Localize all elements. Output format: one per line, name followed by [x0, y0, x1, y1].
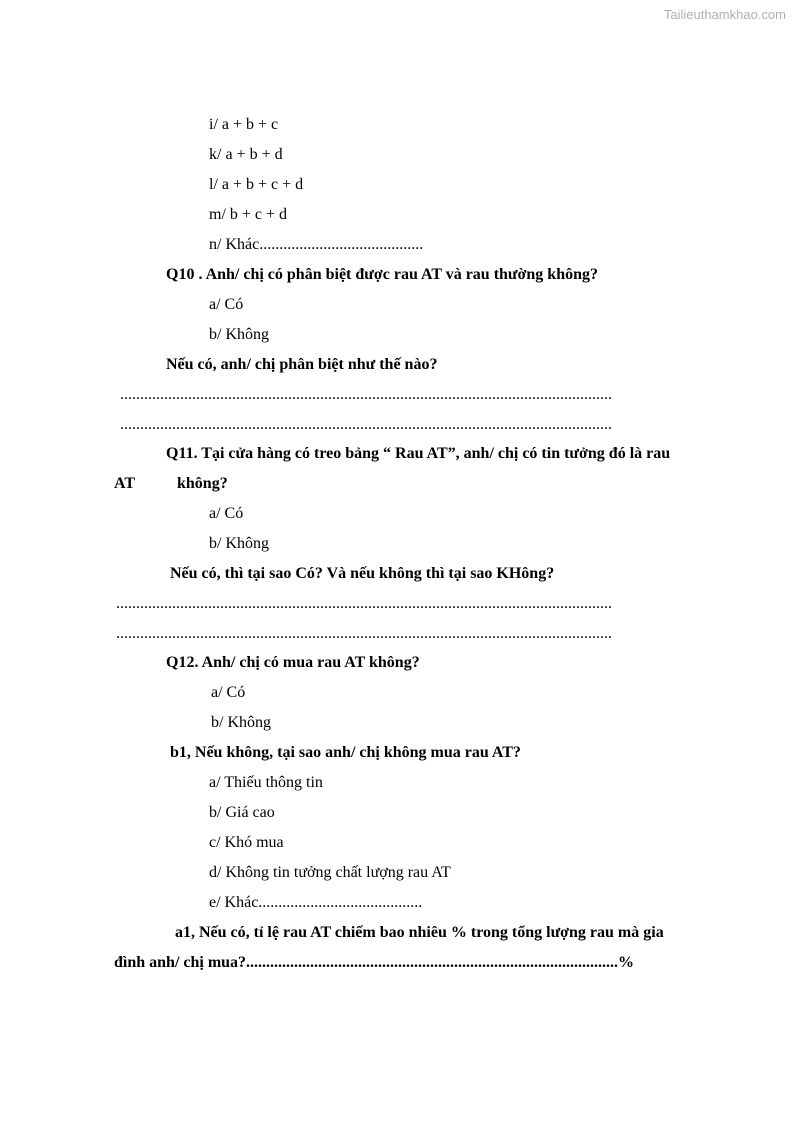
q12-b1-option-d: d/ Không tin tưởng chất lượng rau AT: [209, 864, 451, 881]
q11-answer-line-2: ............................................................................................................................: [116, 625, 612, 642]
q12-b1-option-e: e/ Khác.........................................: [209, 894, 423, 911]
q12-a1-line-1: a1, Nếu có, tỉ lệ rau AT chiếm bao nhiêu % trong tổng lượng rau mà gia: [175, 924, 664, 941]
q10-answer-line-1: ...........................................................................................................................: [120, 386, 612, 403]
q12-b1-option-b: b/ Giá cao: [209, 804, 275, 821]
q11-option-a: a/ Có: [209, 505, 244, 522]
q10-option-a: a/ Có: [209, 296, 244, 313]
q12-a1-line-2: đình anh/ chị mua?.............................................................................................%: [114, 954, 635, 971]
q11-question-line-2-start: AT: [114, 475, 136, 492]
q10-option-b: b/ Không: [209, 326, 269, 343]
q9-option-k: k/ a + b + d: [209, 146, 283, 163]
q11-follow-up: Nếu có, thì tại sao Có? Và nếu không thì tại sao KHông?: [170, 565, 555, 582]
q10-answer-line-2: ...........................................................................................................................: [120, 416, 612, 433]
q9-option-m: m/ b + c + d: [209, 206, 288, 223]
q12-b1-option-c: c/ Khó mua: [209, 834, 284, 851]
q12-question: Q12. Anh/ chị có mua rau AT không?: [166, 654, 420, 671]
q10-question: Q10 . Anh/ chị có phân biệt được rau AT và rau thường không?: [166, 266, 598, 283]
q12-b1-option-a: a/ Thiếu thông tin: [209, 774, 323, 791]
q9-option-i: i/ a + b + c: [209, 116, 279, 133]
watermark-text: Tailieuthamkhao.com: [663, 7, 786, 22]
q9-option-n: n/ Khác.........................................: [209, 236, 424, 253]
q11-question-line-2-end: không?: [177, 475, 228, 492]
q10-follow-up: Nếu có, anh/ chị phân biệt như thế nào?: [166, 356, 438, 373]
q12-option-b: b/ Không: [211, 714, 271, 731]
q9-option-l: l/ a + b + c + d: [209, 176, 304, 193]
q11-question-line-1: Q11. Tại cửa hàng có treo bảng “ Rau AT”, anh/ chị có tin tưởng đó là rau: [166, 445, 671, 462]
q11-answer-line-1: ............................................................................................................................: [116, 595, 612, 612]
q11-option-b: b/ Không: [209, 535, 269, 552]
q12-b1-question: b1, Nếu không, tại sao anh/ chị không mua rau AT?: [170, 744, 521, 761]
q12-option-a: a/ Có: [211, 684, 246, 701]
